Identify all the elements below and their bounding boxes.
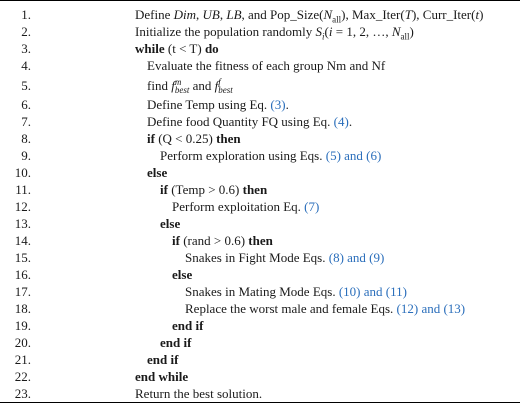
algorithm-line [0, 317, 520, 334]
line-number: 3. [21, 41, 31, 56]
algorithm-line [0, 198, 520, 215]
line-number: 10. [14, 165, 31, 180]
line-text: Replace the worst male and female Eqs. (12) and (13) [185, 301, 466, 316]
line-text: if (Q < 0.25) then [147, 131, 241, 146]
equation-link[interactable]: (8) and (9) [328, 250, 385, 265]
line-number: 19. [14, 318, 31, 333]
algorithm-line [0, 96, 520, 113]
algorithm-line [0, 351, 520, 368]
line-text: end if [160, 335, 192, 350]
algorithm-line [0, 113, 520, 130]
line-text: while (t < T) do [135, 41, 219, 56]
line-text: Perform exploration using Eqs. (5) and (6) [160, 148, 382, 163]
algorithm-line [0, 6, 520, 23]
algorithm-line [0, 130, 520, 147]
top-rule [0, 0, 520, 1]
algorithm-line [0, 266, 520, 283]
line-text: Perform exploitation Eq. (7) [172, 199, 320, 214]
algorithm-line [0, 385, 520, 402]
equation-link[interactable]: (5) and (6) [325, 148, 382, 163]
line-number: 2. [21, 24, 31, 39]
algorithm-line [0, 77, 520, 94]
line-number: 20. [14, 335, 31, 350]
line-text: else [147, 165, 168, 180]
algorithm-line [0, 300, 520, 317]
line-text: Define Temp using Eq. (3). [147, 97, 289, 112]
line-text: end while [135, 369, 189, 384]
equation-link[interactable]: (4) [333, 114, 349, 129]
line-text: Return the best solution. [135, 386, 263, 401]
algorithm-line [0, 40, 520, 57]
bottom-rule [0, 402, 520, 403]
line-text: Initialize the population randomly $S_i(i = 1$, 2, …, $N_{all}$) [135, 24, 414, 42]
line-number: 13. [14, 216, 31, 231]
algorithm-line [0, 249, 520, 266]
line-number: 15. [14, 250, 31, 265]
algorithm-line [0, 283, 520, 300]
line-text: Evaluate the fitness of each group Nm and Nf [147, 58, 386, 73]
line-number: 23. [14, 386, 31, 401]
line-text: end if [172, 318, 204, 333]
line-number: 7. [21, 114, 31, 129]
line-number: 12. [14, 199, 31, 214]
equation-link[interactable]: (7) [304, 199, 320, 214]
line-number: 11. [15, 182, 31, 197]
algorithm-line [0, 57, 520, 74]
algorithm-line [0, 232, 520, 249]
line-text: Define food Quantity FQ using Eq. (4). [147, 114, 353, 129]
algorithm-line [0, 147, 520, 164]
line-text: end if [147, 352, 179, 367]
algorithm-line [0, 334, 520, 351]
equation-link[interactable]: (10) and (11) [338, 284, 407, 299]
algorithm-line [0, 23, 520, 40]
line-text: Snakes in Fight Mode Eqs. (8) and (9) [185, 250, 385, 265]
line-text: Define Dim, UB, LB, and $Pop\_Size(N_{all})$, Max_Iter(T), Curr_Iter(t) [135, 7, 484, 25]
line-number: 8. [21, 131, 31, 146]
line-number: 14. [14, 233, 31, 248]
line-text: find f m best and f f best [147, 77, 233, 95]
algorithm-line [0, 215, 520, 232]
line-number: 17. [14, 284, 31, 299]
line-text: if (Temp > 0.6) then [160, 182, 268, 197]
line-text: else [160, 216, 181, 231]
line-text: else [172, 267, 193, 282]
algorithm-line [0, 181, 520, 198]
line-number: 18. [14, 301, 31, 316]
equation-link[interactable]: (3) [270, 97, 286, 112]
line-text: if (rand > 0.6) then [172, 233, 273, 248]
line-number: 5. [21, 78, 31, 93]
line-number: 22. [14, 369, 31, 384]
line-number: 6. [21, 97, 31, 112]
line-number: 21. [14, 352, 31, 367]
line-text: Snakes in Mating Mode Eqs. (10) and (11) [185, 284, 407, 299]
algorithm-line [0, 368, 520, 385]
algorithm-line [0, 164, 520, 181]
line-number: 16. [14, 267, 31, 282]
line-number: 9. [21, 148, 31, 163]
line-number: 1. [21, 7, 31, 22]
equation-link[interactable]: (12) and (13) [396, 301, 466, 316]
line-number: 4. [21, 58, 31, 73]
